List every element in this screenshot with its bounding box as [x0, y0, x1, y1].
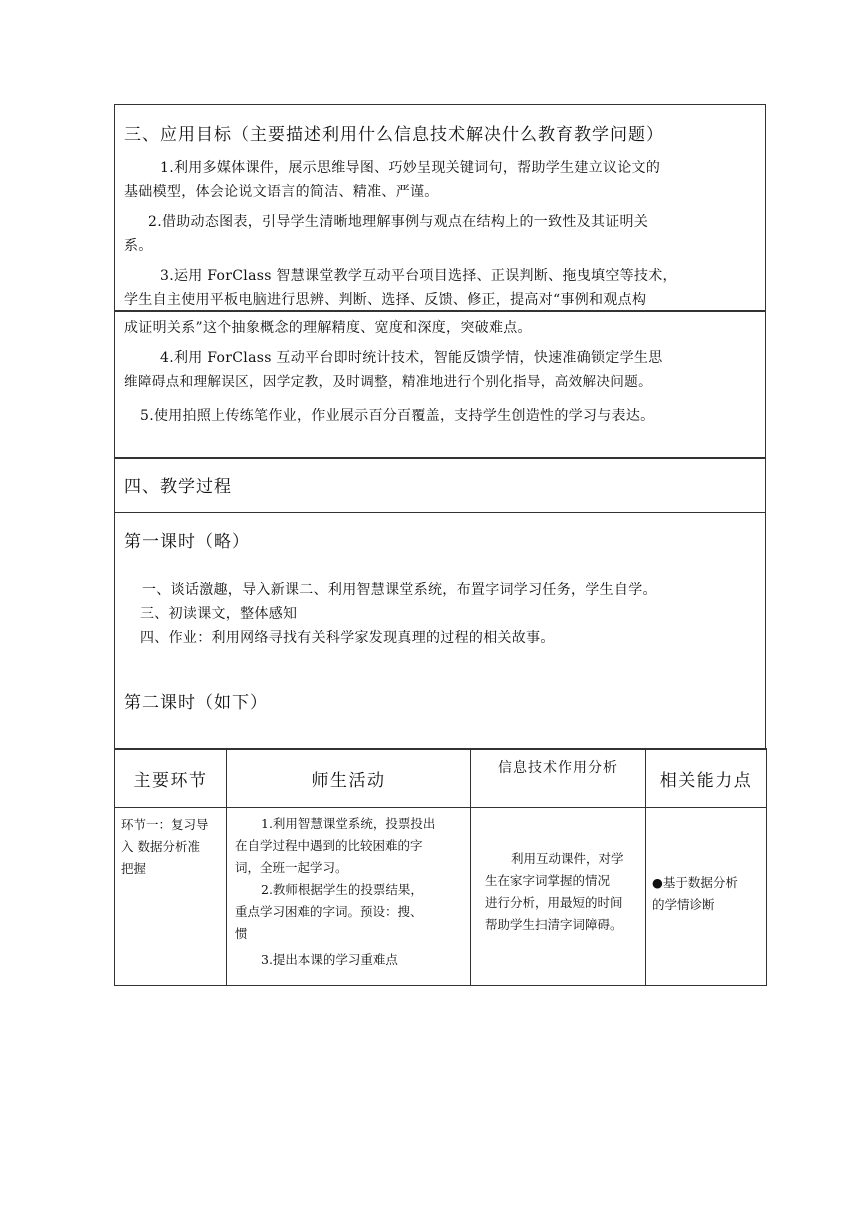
goal-4-line-2: 维障碍点和理解误区，因学定教，及时调整，精准地进行个别化指导，高效解决问题。: [124, 374, 652, 390]
goal-1-line-1: 1.利用多媒体课件，展示思维导图、巧妙呈现关键词句，帮助学生建立议论文的: [160, 160, 661, 176]
row1-activity-line-3: 词，全班一起学习。: [235, 860, 348, 875]
goal-3-line-3: 成证明关系”这个抽象概念的理解精度、宽度和深度，突破难点。: [124, 320, 532, 336]
row1-stage-line-1: 环节一：复习导: [121, 817, 209, 832]
row1-activity-line-2: 在自学过程中遇到的比较困难的字: [235, 838, 423, 853]
row1-tech-line-4: 帮助学生扫清字词障碍。: [485, 917, 623, 932]
lesson2-title: 第二课时（如下）: [124, 693, 268, 713]
lesson1-title: 第一课时（略）: [124, 532, 250, 552]
goal-1-line-2: 基础模型，体会论说文语言的简洁、精准、严谨。: [124, 184, 439, 200]
row1-activity-line-7: 3.提出本课的学习重难点: [261, 952, 398, 967]
lesson1-item-3: 四、作业：利用网络寻找有关科学家发现真理的过程的相关故事。: [140, 630, 555, 646]
row1-tech-line-2: 生在家字词掌握的情况: [485, 873, 611, 888]
header-stage: 主要环节: [115, 749, 227, 808]
goal-2-line-1: 2.借助动态图表，引导学生清晰地理解事例与观点在结构上的一致性及其证明关: [148, 214, 649, 230]
row1-tech-line-3: 进行分析，用最短的时间: [485, 895, 623, 910]
row1-activity: [227, 808, 471, 986]
lesson1-items: [124, 578, 657, 650]
row1-stage-line-3: 把握: [121, 861, 147, 876]
section4-divider: [114, 512, 766, 513]
goal-4: [124, 346, 663, 394]
row1-ability-line-1: ●基于数据分析: [652, 875, 738, 890]
section4-title: 四、教学过程: [124, 477, 232, 497]
row1-ability-line-2: 的学情诊断: [652, 897, 715, 912]
header-tech: 信息技术作用分析: [471, 749, 646, 808]
row1-activity-line-1: 1.利用智慧课堂系统，投票投出: [261, 816, 436, 831]
header-activity: 师生活动: [227, 749, 471, 808]
row1-activity-line-6: 惯: [235, 926, 248, 941]
row1-ability: [646, 808, 767, 986]
row1-tech: [471, 808, 646, 986]
goal-3: [124, 264, 677, 340]
lesson1-item-1: 一、谈话激趣，导入新课二、利用智慧课堂系统，布置字词学习任务，学生自学。: [142, 582, 657, 598]
goal-5: [124, 404, 654, 428]
lesson1-item-2: 三、初读课文，整体感知: [140, 606, 298, 622]
goal-3-line-1: 3.运用 ForClass 智慧课堂教学互动平台项目选择、正误判断、拖曳填空等技术，: [160, 268, 677, 284]
table-header-row: [115, 749, 767, 808]
row1-tech-line-1: 利用互动课件，对学: [511, 851, 624, 866]
section3-title: 三、应用目标（主要描述利用什么信息技术解决什么教育教学问题）: [124, 125, 664, 145]
header-ability: 相关能力点: [646, 749, 767, 808]
row1-stage-line-2: 入 数据分析准: [121, 839, 200, 854]
row1-activity-line-4: 2.教师根据学生的投票结果，: [261, 882, 423, 897]
goal-1: [124, 156, 660, 204]
row1-stage: [115, 808, 227, 986]
goal-3-line-2: 学生自主使用平板电脑进行思辨、判断、选择、反馈、修正，提高对“事例和观点构: [124, 292, 647, 308]
process-table: [114, 748, 767, 986]
goal-5-line-1: 5.使用拍照上传练笔作业，作业展示百分百覆盖，支持学生创造性的学习与表达。: [140, 408, 655, 424]
goal-2-line-2: 系。: [124, 238, 153, 254]
goal-4-line-1: 4.利用 ForClass 互动平台即时统计技术，智能反馈学情，快速准确锁定学生思: [160, 350, 663, 366]
row1-activity-line-5: 重点学习困难的字词。预设：搜、: [235, 904, 423, 919]
table-row: [115, 808, 767, 986]
goal-2: [124, 210, 648, 258]
